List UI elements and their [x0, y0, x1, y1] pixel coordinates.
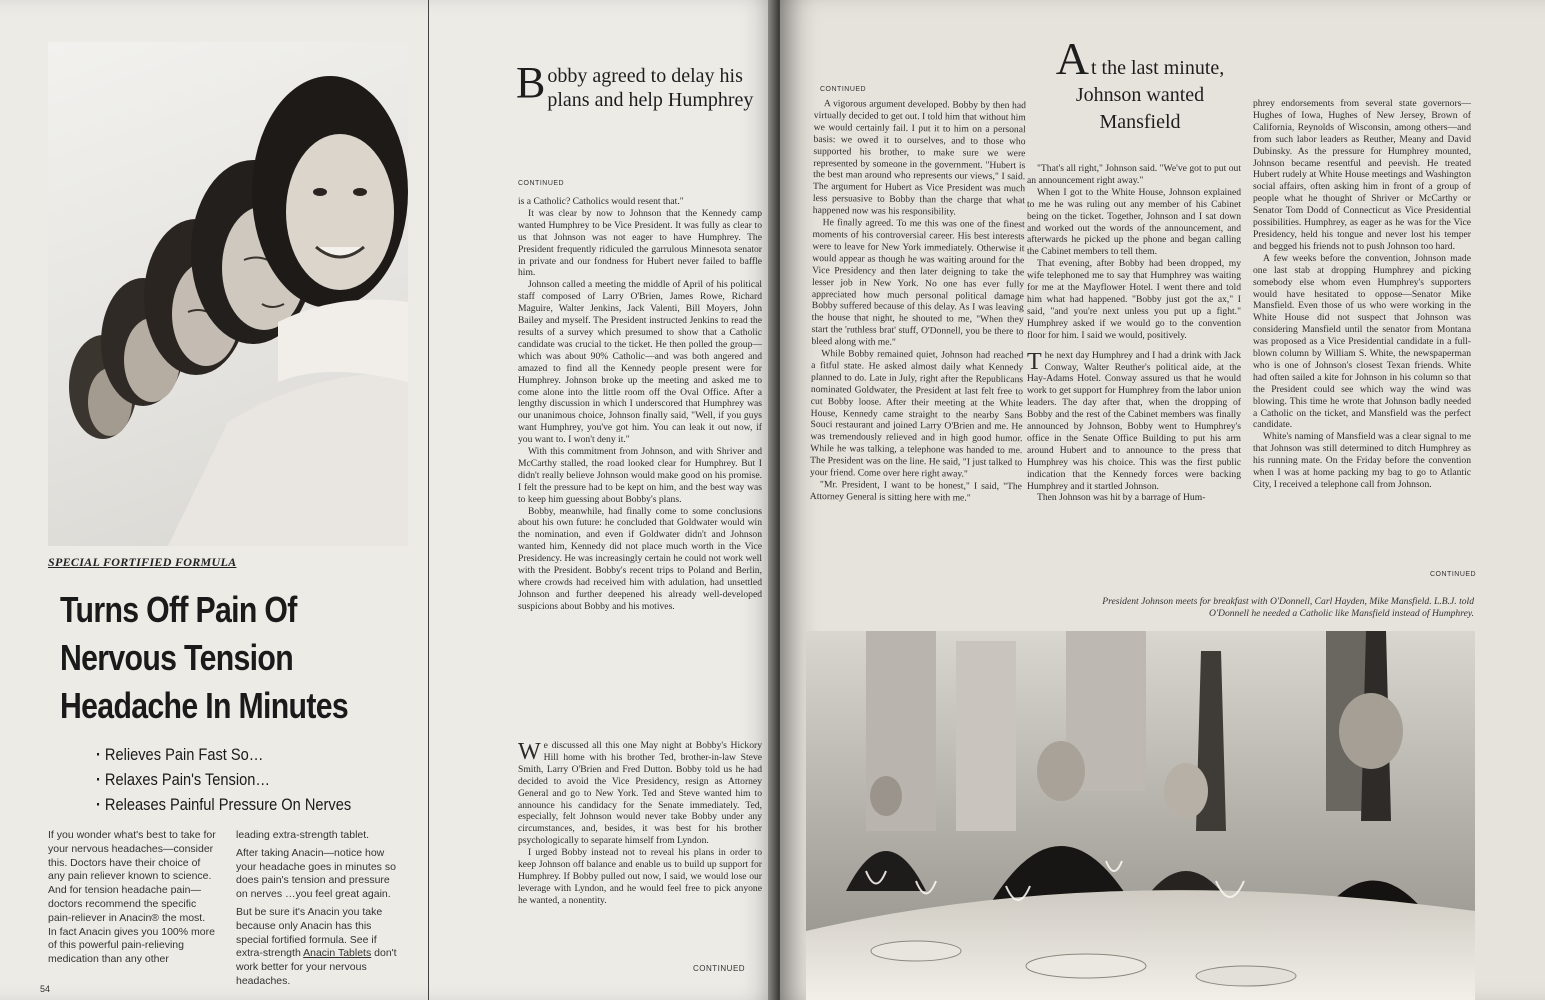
paragraph-dropcap: W — [518, 739, 541, 765]
continued-label: CONTINUED — [1430, 571, 1477, 578]
face-1 — [252, 76, 408, 308]
ad-body-text: leading extra-strength tablet. — [236, 829, 370, 841]
paragraph-dropcap: T — [1027, 348, 1042, 375]
ad-body-span: don't work better for your nervous headaches. — [236, 947, 397, 987]
right-section-title — [1040, 33, 1240, 136]
faces-illustration — [48, 42, 408, 546]
paragraph-text: he next day Humphrey and I had a drink with Jack Conway, Walter Reuther's political aide, at the Hay-Adams Hotel. Conway assured us that he would work to get support for Humphrey from the labor union leaders. The day after that, when the dropping of Bobby and the rest of the Cabinet members was finally announced by Johnson, Bobby went to Humphrey's office in the Senate Office Building to put his arm around Hubert and to announce to the press that Humphrey was his choice. This was the first public indication that the Kennedy forces were backing Humphrey and it startled Johnson. — [1027, 349, 1241, 492]
paragraph-text: e discussed all this one May night at Bobby's Hickory Hill home with his brother Ted, brother-in-law Steve Smith, Larry O'Brien and Fred Dutton. Bobby told us he had decided to avoid the Vice Presidency, resign as Attorney General and go to New York. Ted and Steve wanted him to announce his candidacy for the Senate immediately. Ted, especially, felt Johnson would never take Bobby under any circumstances, and, besides, it was best for his brother psychologically to separate himself from Lyndon. — [518, 740, 762, 847]
ad-body-span: But be sure it's Anacin you take because only Anacin has this special fortified formula. See if extra-strength — [236, 905, 383, 960]
continued-label: CONTINUED — [820, 86, 867, 93]
ad-bullet-list — [96, 742, 371, 817]
meeting-photo-illustration — [806, 631, 1475, 1000]
right-article-column-2 — [1027, 163, 1241, 504]
continued-label: CONTINUED — [693, 964, 746, 973]
ad-bullet: · Releases Painful Pressure On Nerves — [96, 792, 371, 817]
article-paragraph: He finally agreed. To me this was one of the finest moments of his controversial career. His best interests were to leave for New York immediately. Otherwise it would appear as though he was waiting around for the Vice Presidency and then later deigning to take the lesser job in New York. No one has ever fully appreciated how much personal political damage Bobby suffered because of this delay. As I was leaving the house that night, he shouted to me, "When they start the 'ruthless brat' stuff, O'Donnell, you be there to bleed along with me." — [811, 217, 1025, 348]
ad-bullet: · Relaxes Pain's Tension… — [96, 767, 371, 792]
ad-headline-line: Headache In Minutes — [60, 685, 349, 726]
meeting-photo — [806, 631, 1475, 1000]
continued-label: CONTINUED — [518, 180, 565, 187]
ad-body-text: After taking Anacin—notice how your headache goes in minutes so does pain's tension and pressure on nerves …you feel great again. — [236, 846, 396, 901]
title-dropcap: A — [1055, 33, 1089, 84]
article-paragraph: A vigorous argument developed. Bobby by then had virtually decided to get out. I told him that without him we would certainly fail. I put it to him on a personal basis: we owed it to ourselves, and to those who supported his brother, to make sure we were represented by someone in the government. "Hubert is the best man around who represents our views," I said. The argument for Hubert as Vice President was much less persuasive to Bobby than the charge that what happened now was his responsibility. — [812, 98, 1026, 218]
right-article-column-3 — [1253, 98, 1471, 491]
article-paragraph: Johnson called a meeting the middle of April of his political staff composed of Larry O'Brien, James Rowe, Richard Maguire, Walter Jenkins, Jack Valenti, Bill Moyers, John Bailey and myself. The President instructed Jenkins to read the results of a survey which presumed to show that a Catholic candidate was crucial to the ticket. He then polled the group—which was about 90% Catholic—and was both angered and amazed to find all the Kennedy people present were for Humphrey. Johnson broke up the meeting and asked me to come alone into the little room off the Oval Office. After a lengthy discussion in which I underscored that Humphrey was our unanimous choice, Johnson finally said, "Well, if you guys want Humphrey, you've got him. You can leak it out now, if you want to. I won't deny it." — [518, 279, 762, 446]
left-article-column-2 — [518, 740, 762, 907]
article-paragraph: Then Johnson was hit by a barrage of Hum- — [1037, 492, 1206, 504]
anacin-tablets-text: Anacin Tablets — [303, 947, 372, 960]
article-paragraph: White's naming of Mansfield was a clear signal to me that Johnson was still determined to ditch Humphrey as his running mate. On the Friday before the convention when I was at home packing my bag to go to Atlantic City, I received a telephone call from Johnson. — [1253, 431, 1471, 490]
right-article-column-1 — [810, 98, 1026, 505]
article-paragraph: It was clear by now to Johnson that the Kennedy camp wanted Humphrey to be Vice President. It was fully as clear to us that Johnson was not eager to have Humphrey. The President frequently ridiculed the garrulous Minnesota senator in private and our fondness for Hubert never failed to baffle him. — [518, 207, 762, 279]
ad-body-text — [236, 906, 404, 989]
article-paragraph — [518, 740, 762, 847]
ad-photo-women-faces — [48, 42, 408, 546]
ad-headline-line: Turns Off Pain Of — [60, 589, 297, 630]
article-paragraph: "That's all right," Johnson said. "We've got to put out an announcement right away." — [1027, 163, 1241, 186]
article-paragraph: "Mr. President, I want to be honest," I said, "The Attorney General is sitting here with me." — [809, 479, 1022, 504]
title-text: obby agreed to delay his plans and help Humphrey — [547, 65, 754, 111]
page-number: 54 — [40, 984, 51, 994]
ad-formula-label: SPECIAL FORTIFIED FORMULA — [48, 555, 237, 569]
photo-caption: President Johnson meets for breakfast with O'Donnell, Carl Hayden, Mike Mansfield. L.B.J. told O'Donnell he needed a Catholic like Mansfield instead of Humphrey. — [1102, 596, 1474, 619]
article-paragraph: is a Catholic? Catholics would resent that." — [518, 196, 684, 207]
article-paragraph: Bobby, meanwhile, had finally come to some conclusions about his own future: he concluded that Goldwater would win the nomination, and even if Goldwater didn't and Johnson wanted him, Kennedy did not place much worth in the Vice Presidency. He was increasingly certain he could not work well with the President. Bobby's recent trips to Poland and Berlin, where crowds had received him with adulation, had unsettled Johnson and further deepened his already well-developed suspicions about Bobby and his motives. — [518, 505, 762, 612]
left-article-column — [518, 196, 762, 613]
title-text: t the last minute, Johnson wanted Mansfield — [1075, 57, 1225, 133]
article-paragraph: While Bobby remained quiet, Johnson had reached a fitful state. He asked almost daily what Kennedy planned to do. Late in July, right after the Republicans nominated Goldwater, the President at last felt free to cut Bobby loose. After their meeting at the White House, Kennedy came straight to the nearby Sans Souci restaurant and joined Larry O'Brien and me. He was tremendously relieved and in high good humor. While he was talking, a telephone was handed to me. The President was on the line. He said, "I just talked to your friend. Come over here right away." — [810, 348, 1024, 480]
ad-body-column-2 — [236, 829, 404, 993]
anacin-advertisement — [0, 0, 429, 1000]
left-section-title — [516, 58, 756, 112]
ad-bullet: · Relieves Pain Fast So… — [96, 742, 371, 767]
article-paragraph: That evening, after Bobby had been dropped, my wife telephoned me to say that Humphrey was waiting for me at the Mayflower Hotel. I went there and told him what had happened. "Bobby just got the ax," I said, "and you're next unless you put up a fight." Humphrey asked if we would go to the convention floor for him. I said we would, positively. — [1027, 258, 1241, 341]
article-paragraph: With this commitment from Johnson, and with Shriver and McCarthy stalled, the road looked clear for Humphrey. But I didn't really believe Johnson would make good on his promise. I felt the pressure had to be kept on him, and the best way was to keep him guessing about Bobby's plans. — [518, 446, 762, 505]
ad-headline-line: Nervous Tension — [60, 637, 294, 678]
article-paragraph: A few weeks before the convention, Johnson made one last stab at dropping Humphrey and picking somebody else whom even Humphrey's supporters would have hesitated to oppose—Senator Mike Mansfield. Even those of us who were working in the White House did not suspect that Johnson was considering Mansfield until the senator from Montana was proposed as a Vice Presidential candidate in a full-blown column by William S. White, the newspaperman who is one of Johnson's closest Texan friends. White had often sailed a kite for Johnson in his column so that the President could see which way the wind was blowing. This time he wrote that Johnson badly needed a Catholic on the ticket, and Mansfield was the perfect candidate. — [1253, 252, 1471, 431]
ad-body-text: If you wonder what's best to take for your nervous headaches—consider this. Doctors have their choice of any pain reliever known to science. And for tension headache pain—doctors recommend the specific pain-reliever in Anacin® the most. In fact Anacin gives you 100% more of this powerful pain-relieving medication than any other — [48, 829, 216, 966]
ad-body-column-1 — [48, 829, 216, 971]
article-paragraph: phrey endorsements from several state governors—Hughes of Iowa, Hughes of New Jersey, Brown of California, Reynolds of Wisconsin, among others—and from such labor leaders as Reuther, Meany and David Dubinsky. As the pressure for Humphrey mounted, Johnson became resentful and peevish. He treated Hubert rudely at White House meetings and Washington social affairs, often asking him in front of a group of people what he thought of Shriver or McCarthy or Senator Tom Dodd of Connecticut as Vice Presidential possibilities. Humphrey, as eager as he was for the Vice Presidency, held his tongue and never lost his temper and begged his friends not to push Johnson too hard. — [1253, 98, 1471, 252]
title-dropcap: B — [516, 58, 546, 107]
article-paragraph: I urged Bobby instead not to reveal his plans in order to keep Johnson off balance and enable us to build up support for Humphrey. If Bobby pulled out now, I said, we would lose our leverage with Lyndon, and he would feel free to pick anyone he wanted, a nonentity. — [518, 847, 762, 906]
ad-headline — [60, 586, 362, 730]
article-paragraph — [1027, 350, 1241, 493]
article-paragraph: When I got to the White House, Johnson explained to me he was ruling out any member of his Cabinet being on the ticket. Together, Johnson and I sat down and worked out the words of the announcement, and afterwards he picked up the phone and began calling the Cabinet members to tell them. — [1027, 186, 1241, 258]
